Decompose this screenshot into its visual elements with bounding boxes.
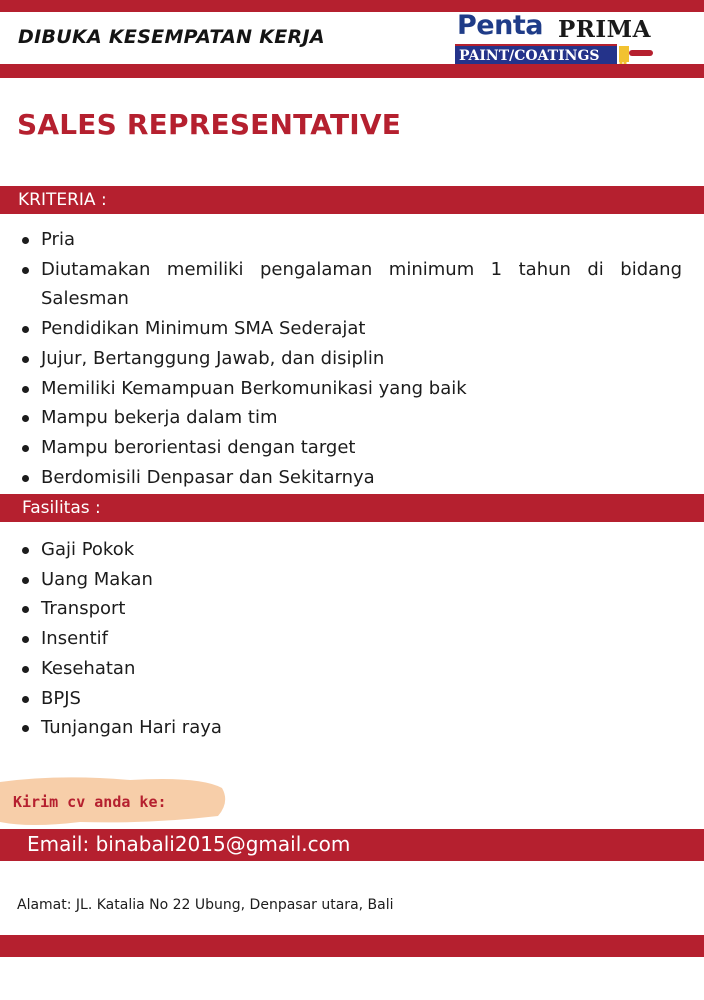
list-item: Gaji Pokok — [20, 535, 682, 565]
list-item: Kesehatan — [20, 654, 682, 684]
fasilitas-list — [20, 535, 682, 743]
list-item: Berdomisili Denpasar dan Sekitarnya — [20, 463, 682, 493]
list-item: Tunjangan Hari raya — [20, 713, 682, 743]
email-contact[interactable]: Email: binabali2015@gmail.com — [0, 829, 704, 861]
list-item: Diutamakan memiliki pengalaman minimum 1 tahun di bidang Salesman — [20, 255, 682, 314]
list-item: Insentif — [20, 624, 682, 654]
list-item: Pendidikan Minimum SMA Sederajat — [20, 314, 682, 344]
list-item: Transport — [20, 594, 682, 624]
header-bottom-bar — [0, 64, 704, 78]
list-item: Mampu berorientasi dengan target — [20, 433, 682, 463]
company-address: Alamat: JL. Katalia No 22 Ubung, Denpasar utara, Bali — [17, 897, 394, 913]
list-item: Mampu bekerja dalam tim — [20, 403, 682, 433]
kriteria-list — [20, 225, 682, 492]
bottom-accent-bar — [0, 935, 704, 957]
list-item: Jujur, Bertanggung Jawab, dan disiplin — [20, 344, 682, 374]
header-title: DIBUKA KESEMPATAN KERJA — [18, 26, 325, 48]
list-item: Uang Makan — [20, 565, 682, 595]
logo-tagline: PAINT/COATINGS — [455, 44, 617, 66]
list-item: Pria — [20, 225, 682, 255]
send-cv-label: Kirim cv anda ke: — [13, 793, 167, 811]
company-logo — [455, 8, 660, 68]
list-item: Memiliki Kemampuan Berkomunikasi yang baik — [20, 374, 682, 404]
logo-brand-first: Penta — [457, 10, 543, 41]
list-item: BPJS — [20, 684, 682, 714]
fasilitas-heading: Fasilitas : — [0, 494, 704, 522]
kriteria-heading: KRITERIA : — [0, 186, 704, 214]
logo-brand-second: PRIMA — [558, 16, 651, 43]
job-title: SALES REPRESENTATIVE — [17, 108, 402, 141]
